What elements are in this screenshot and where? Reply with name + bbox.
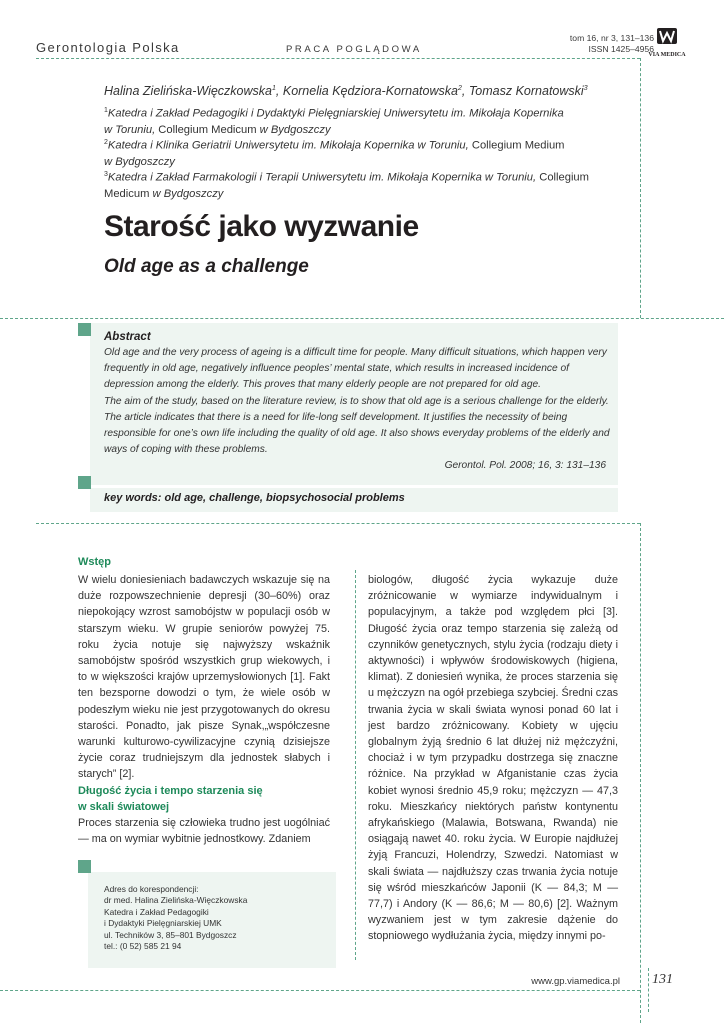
via-medica-logo-icon <box>648 28 686 80</box>
author-list <box>104 84 644 98</box>
affiliation-3 <box>104 167 644 202</box>
body-column-left-2 <box>78 815 330 847</box>
affiliation-unit: Katedra i Klinika Geriatrii Uniwersytetu im. Mikołaja Kopernika w Toruniu, <box>107 139 469 152</box>
correspondence-marker <box>78 860 91 873</box>
abstract-paragraph: The aim of the study, based on the literature review, is to show that old age is a serious challenge for the elderly. The article indicates that there is a need for life-long self development. It justifies the necessity of being responsible for one’s own life including the quality of old age. It also shows everyday problems of the elderly and ways of coping with these problems. <box>104 395 610 456</box>
affiliation-college: Medicum <box>104 187 153 200</box>
correspondence-line: i Dydaktyki Pielęgniarskiej UMK <box>104 918 222 929</box>
page-number: 131 <box>652 972 673 987</box>
author-separator: , <box>461 84 469 98</box>
abstract-paragraph: Old age and the very process of ageing is a difficult time for people. Many difficult situations, which happen very frequently in old age, negatively influence peoples’ mental state, which results in increased incidence of depression among the elderly. This proves that many elderly people are not prepared for old age. <box>104 347 607 391</box>
journal-name: Gerontologia Polska <box>36 40 180 55</box>
page-title: Starość jako wyzwanie <box>104 210 419 243</box>
body-paragraph: biologów, długość życia wykazuje duże zróżnicowanie w wymiarze indywidualnym i populacyjnym, a także pod względem płci [3]. Długość życia oraz tempo starzenia się zależą od czynników genetycznych, stylu życia (rodzaju diety i aktywności) i wpływów środowiskowych (higiena, klimat). Z doniesień wynika, że proces starzenia się u mężczyzn na ogół przebiega szybciej. Średni czas trwania życia w skali świata wynosi ponad 60 lat i jest bardzo zróżnicowany. Kobiety w ujęciu globalnym żyją średnio 6 lat dłużej niż mężczyźni, chociaż i w tym przypadku dostrzega się znaczne różnice. Na przykład w Afganistanie czas życia kobiet wynosi średnio 45,9 roku; mężczyzn — 47,3 roku. Mieszkańcy niektórych państw kontynentu afrykańskiego (Malawia, Botswana, Rwanda) nie osiągają nawet 40. roku życia. W Europie najdłużej żyją Francuzi, Holendrzy, Szwedzi. Natomiast w skali świata — najdłuższy czas trwania życia notuje się wśród mieszkańców Japonii (K — 84,3; M — 77,7) i Andory (K — 86,6; M — 80,6) [2]. Ważnym wyzwaniem jest w tym zakresie dążenie do stopniowego wydłużania życia, między innymi po- <box>368 574 618 943</box>
footer-rule <box>0 990 640 991</box>
article-type: PRACA POGLĄDOWA <box>286 44 422 55</box>
body-paragraph: Proces starzenia się człowieka trudno jest uogólniać — ma on wymiar wybitnie jednostkowy. Zdaniem <box>78 817 330 846</box>
affiliation-city: w Bydgoszczy <box>104 155 175 168</box>
section-heading-lifespan <box>78 783 263 815</box>
author-3: Tomasz Kornatowski <box>468 84 584 98</box>
author-separator: , <box>275 84 283 98</box>
affiliation-2 <box>104 135 644 170</box>
keywords: key words: old age, challenge, biopsychosocial problems <box>104 492 405 504</box>
journal-website[interactable]: www.gp.viamedica.pl <box>531 976 620 987</box>
volume-number: tom 16, nr 3, 131–136 <box>569 33 654 43</box>
author-1: Halina Zielińska-Więczkowska <box>104 84 272 98</box>
keywords-marker <box>78 476 91 489</box>
affiliation-college: Collegium Medium <box>468 139 565 152</box>
issn: ISSN 1425–4956 <box>588 44 654 54</box>
affiliation-unit: Katedra i Zakład Pedagogiki i Dydaktyki Pielęgniarskiej Uniwersytetu im. Mikołaja Kopernika <box>107 107 564 120</box>
body-paragraph: W wielu doniesieniach badawczych wskazuje się na duże rozpowszechnienie depresji (30–60%) oraz niepokojący wzrost samobójstw w populacji osób w starszym wieku. W grupie seniorów powyżej 75. roku życia notuje się najwyższy wskaźnik samobójstw spośród wszystkich grup wiekowych, i to w większości krajów uprzemysłowionych [1]. Fakt ten bezsporne dowodzi o tym, że wiele osób w podeszłym wieku nie jest przygotowanych do okresu starości. Ponadto, jak pisze Synak,„współczesne warunki kulturowo-cywilizacyjne czynią dzisiejsze życie coraz trudniejszym dla jednostek słabych i starych” [2]. <box>78 574 330 781</box>
correspondence-line: Katedra i Zakład Pedagogiki <box>104 906 209 917</box>
affiliation-sup: 2 <box>104 139 108 146</box>
abstract-marker <box>78 323 91 336</box>
volume-info <box>570 33 654 55</box>
correspondence-line: dr med. Halina Zielińska-Więczkowska <box>104 895 248 906</box>
citation: Gerontol. Pol. 2008; 16, 3: 131–136 <box>444 460 606 471</box>
affiliation-college: Collegium Medicum <box>155 123 260 136</box>
right-rule-lower <box>640 523 641 1023</box>
abstract-text <box>104 345 612 458</box>
section-heading-line: Długość życia i tempo starzenia się <box>78 785 263 797</box>
page-subtitle: Old age as a challenge <box>104 256 309 277</box>
affiliation-city: w Bydgoszczy <box>152 187 224 200</box>
abstract-heading: Abstract <box>104 331 151 343</box>
section-heading-intro: Wstęp <box>78 556 111 568</box>
affiliation-1 <box>104 103 644 138</box>
affiliation-city: w Bydgoszczy <box>259 123 331 136</box>
affiliation-sup: 1 <box>104 107 108 114</box>
correspondence-line: tel.: (0 52) 585 21 94 <box>104 941 182 952</box>
publisher-name: VIA MEDICA <box>648 52 686 58</box>
correspondence-line: ul. Techników 3, 85–801 Bydgoszcz <box>104 929 237 940</box>
correspondence-address <box>104 884 247 952</box>
affiliation-city: w Toruniu, <box>104 123 156 136</box>
header-rule <box>36 58 640 59</box>
author-2-sup: 2 <box>457 84 462 92</box>
title-rule <box>0 318 724 319</box>
body-column-left <box>78 572 330 783</box>
correspondence-line: Adres do korespondencji: <box>104 884 199 894</box>
keywords-rule <box>36 523 640 524</box>
author-2: Kornelia Kędziora-Kornatowska <box>282 84 458 98</box>
column-divider <box>355 570 356 960</box>
author-1-sup: 1 <box>272 84 276 92</box>
affiliation-sup: 3 <box>104 171 108 178</box>
affiliation-college: Collegium <box>536 171 589 184</box>
via-medica-logo <box>648 28 686 80</box>
page-number-rule <box>648 968 649 1012</box>
body-column-right <box>368 572 618 945</box>
author-3-sup: 3 <box>583 84 588 92</box>
section-heading-line: w skali światowej <box>78 801 170 813</box>
affiliation-unit: Katedra i Zakład Farmakologii i Terapii Uniwersytetu im. Mikołaja Kopernika w Toruniu, <box>107 171 537 184</box>
